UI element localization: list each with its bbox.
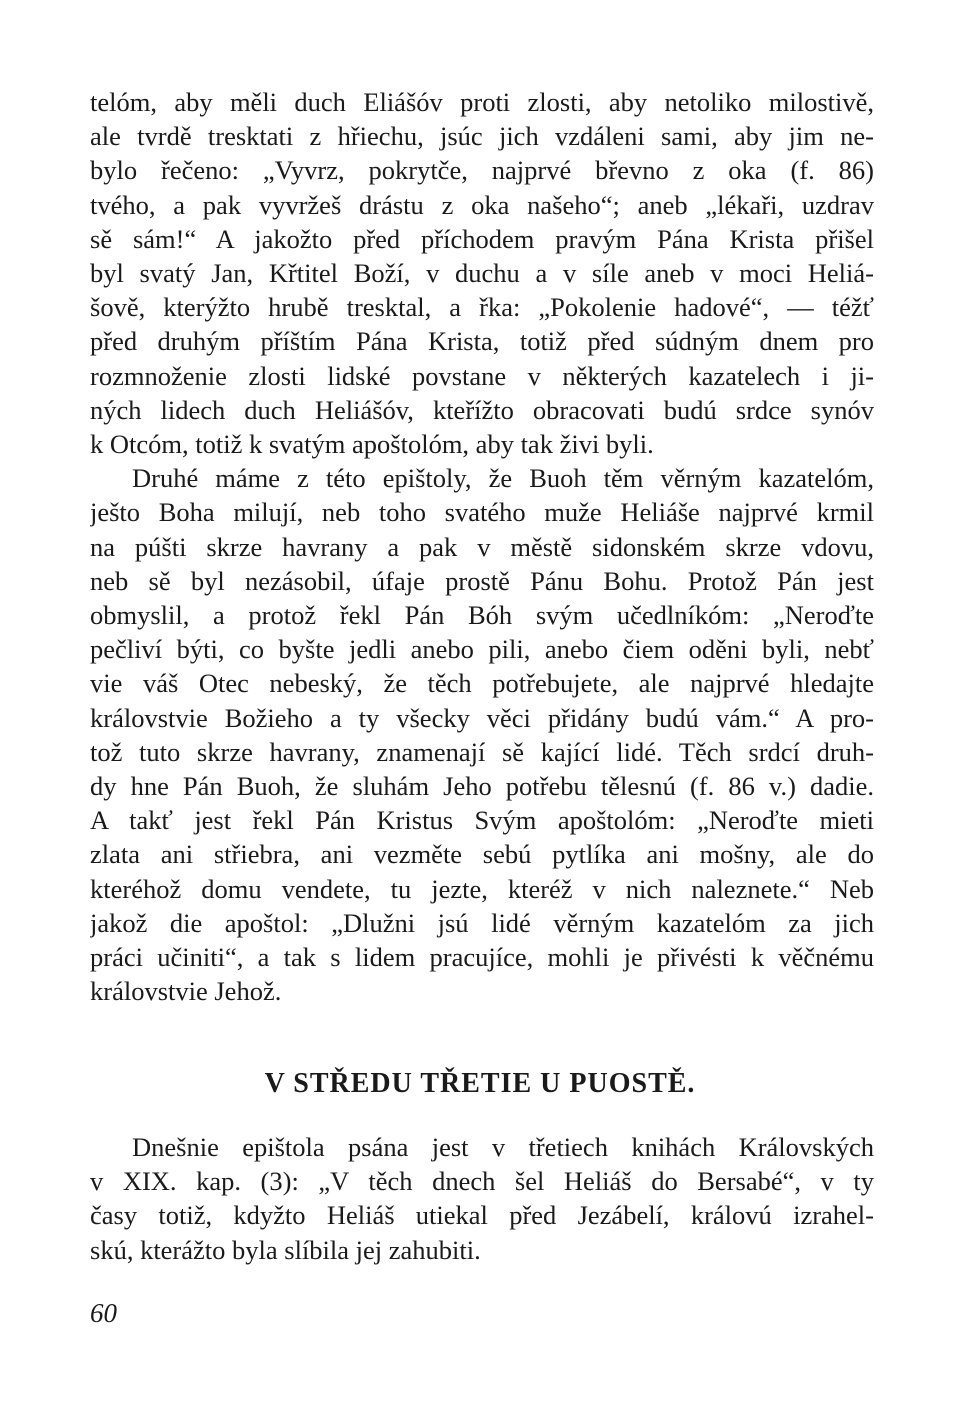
text-line: časy totiž, kdyžto Heliáš utiekal před Jezábelí, královú izrahel- [90, 1200, 874, 1231]
text-line: obmyslil, a protož řekl Pán Bóh svým učedlníkóm: „Neroďte [90, 600, 874, 631]
text-line: skú, kterážto byla slíbila jej zahubiti. [90, 1234, 481, 1265]
text-line: na púšti skrze havrany a pak v městě sidonském skrze vdovu, [90, 531, 874, 562]
paragraph-3 [90, 1130, 874, 1267]
text-line: bylo řečeno: „Vyvrz, pokrytče, najprvé břevno z oka (f. 86) [90, 155, 874, 186]
text-line: ale tvrdě tresktati z hřiechu, jsúc jich vzdáleni sami, aby jim ne- [90, 121, 874, 152]
text-line: královstvie Jehož. [90, 976, 282, 1007]
paragraph-2 [90, 461, 874, 1008]
text-line: zlata ani střiebra, ani vezměte sebú pytlíka ani mošny, ale do [90, 839, 874, 870]
text-line: sě sám!“ A jakožto před příchodem pravým Pána Krista přišel [90, 223, 874, 254]
page-body [90, 85, 874, 1008]
text-line: Druhé máme z této epištoly, že Buoh těm věrným kazatelóm, [132, 463, 874, 494]
text-line: telóm, aby měli duch Eliášóv proti zlosti, aby netoliko milostivě, [90, 87, 874, 117]
text-line: k Otcóm, totiž k svatým apoštolóm, aby tak živi byli. [90, 429, 654, 460]
text-line: A takť jest řekl Pán Kristus Svým apoštolóm: „Neroďte mieti [90, 805, 874, 836]
text-line: neb sě byl nezásobil, úfaje prostě Pánu Bohu. Protož Pán jest [90, 565, 874, 596]
text-line: rozmnoženie zlosti lidské povstane v některých kazatelech i ji- [90, 360, 874, 391]
text-line: před druhým příštím Pána Krista, totiž před súdným dnem pro [90, 326, 874, 357]
text-line: Dnešnie epištola psána jest v třetiech knihách Královských [132, 1132, 874, 1162]
text-line: ješto Boha milují, neb toho svatého muže Heliáše najprvé krmil [90, 497, 874, 528]
text-line: kteréhož domu vendete, tu jezte, kteréž v nich naleznete.“ Neb [90, 873, 874, 904]
text-line: v XIX. kap. (3): „V těch dnech šel Heliáš do Bersabé“, v ty [90, 1166, 874, 1197]
text-line: práci učiniti“, a tak s lidem pracujíce, mohli je přivésti k věčnému [90, 942, 874, 973]
page-number: 60 [90, 1298, 117, 1328]
text-line: byl svatý Jan, Křtitel Boží, v duchu a v síle aneb v moci Heliá- [90, 258, 874, 289]
text-line: ných lidech duch Heliášóv, kteřížto obracovati budú srdce synóv [90, 394, 874, 425]
text-line: tož tuto skrze havrany, znamenají sě kající lidé. Těch srdcí druh- [90, 736, 874, 767]
text-line: pečliví býti, co byšte jedli anebo pili, anebo čiem oděni byli, nebť [90, 634, 874, 665]
text-line: vie váš Otec nebeský, že těch potřebujete, ale najprvé hledajte [90, 668, 874, 699]
text-line: dy hne Pán Buoh, že sluhám Jeho potřebu tělesnú (f. 86 v.) dadie. [90, 771, 874, 802]
text-line: jakož die apoštol: „Dlužni jsú lidé věrným kazatelóm za jich [90, 907, 874, 938]
page-body-lower [90, 1130, 874, 1267]
section-heading: V STŘEDU TŘETIE U PUOSTĚ. [264, 1068, 696, 1099]
paragraph-1 [90, 85, 874, 461]
text-line: královstvie Božieho a ty všecky věci přidány budú vám.“ A pro- [90, 702, 874, 733]
text-line: tvého, a pak vyvržeš drástu z oka našeho“; aneb „lékaři, uzdrav [90, 189, 874, 220]
text-line: šově, kterýžto hrubě tresktal, a řka: „Pokolenie hadové“, — téžť [90, 292, 874, 323]
